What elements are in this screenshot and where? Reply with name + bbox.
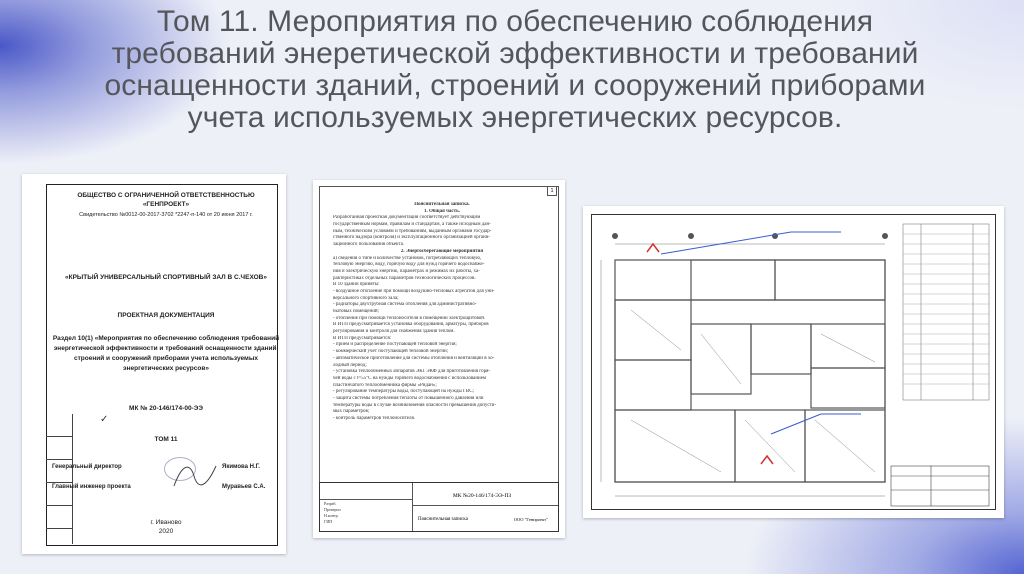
page-number: 1 [547,186,557,196]
note-line: - радиаторы двухтрубная система отопления для административно- [333,302,477,308]
note-text [333,202,551,423]
note-line: - автоматическое приготовление для системы отопления и вентиляции в хо- [333,355,495,361]
org-name: «ГЕНПРОЕКТ» [142,201,190,208]
floor-plan-drawing [583,206,1004,518]
note-line: - защита системы потребления теплоты от повышенного давления или [333,395,484,401]
section-title: Раздел 10(1) «Мероприятия по обеспечению соблюдения требований энергетической эффективности и требований оснащенности зданий, строений и сооружений приборами учета используемых энергетических ресурсов» [52,335,280,372]
explanatory-note-document [313,180,565,538]
note-line: регулирования и контроля для снабжения здания теплом. [333,329,455,335]
note-line: ния и электрическую энергию, параметрах и режимах их работы, ха- [333,268,480,274]
note-line: бытовых помещений; [333,309,379,314]
director-name: Якимова Н.Г. [222,464,260,470]
note-line: мых параметров; [333,409,370,415]
org-type: ОБЩЕСТВО С ОГРАНИЧЕННОЙ ОТВЕТСТВЕННОСТЬЮ [77,192,255,199]
document-code: МК № 20-146/174-00-ЭЭ [129,405,203,412]
note-line: 2. Энергосберегающие мероприятия [400,248,484,254]
note-line: версального спортивного зала; [333,295,399,301]
signature-icon [172,458,218,494]
note-line: рактеристиках отдельных параметров технологических процессов. [333,275,476,281]
engineer-name: Муравьев С.А. [222,484,266,490]
note-line: - коммерческий учет поступающей тепловой энергии; [333,349,449,355]
note-line: 1. Общая часть. [424,208,460,214]
note-line: тепловую энергию, воду, горячую воду для нужд горячего водоснабже- [333,262,485,268]
volume-number: ТОМ 11 [154,436,178,443]
stamp-labels: Разраб. Проверил Н.контр. ГИП [324,501,341,524]
title-block-code: МК №20-146/174-ЭЭ-ПЗ [452,493,512,499]
title-block-org: ООО "Генпроект" [513,517,548,522]
note-line: Разработанная проектная документация соответствует действующим [333,215,481,221]
note-line: температуры воды в случае возникновения опасности превышения допусти- [333,402,497,408]
note-line: - регулирование температуры воды, поступающей на нужды ГВС; [333,389,474,395]
note-line: чей воды с t=55°C на нужды горячего водоснабжения с использованием [333,375,487,381]
note-line: лодный период; [333,362,367,368]
note-line: - установка теплообменных аппаратов ЭК1 ЭКФ для приготовления горя- [333,369,491,375]
engineer-title: Главный инженер проекта [52,484,131,490]
doc-type: ПРОЕКТНАЯ ДОКУМЕНТАЦИЯ [117,312,215,319]
note-line: Пояснительная записка. [414,202,470,207]
page-title: Том 11. Мероприятия по обеспечению соблюдения требований энеретической эффективности и требований оснащенности зданий, строений и сооружений приборами учета используемых энергетических ресурсов. [104,5,926,134]
note-line: - отопление при помощи теплоносителя в помещении электрощитовой. [333,315,486,321]
note-line: ственного надзора (контроля) и эксплуатационного организацией органи- [333,235,491,241]
note-line: ным, техническим условиям и требованиям, выданным органами государ- [333,228,492,234]
note-line: В ИТП предусматривается установка оборудования, арматуры, приборов [333,322,489,328]
note-line: - воздушное отопление при помощи воздушно-тепловых агрегатов для уни- [333,288,495,294]
director-title: Генеральный директор [52,464,122,470]
object-name: «КРЫТЫЙ УНИВЕРСАЛЬНЫЙ СПОРТИВНЫЙ ЗАЛ В С.ЧЕХОВ» [65,274,267,281]
note-line: В ИТП предусматривается: [333,335,392,341]
note-line: - прием и распределение поступающей тепловой энергии; [333,342,457,348]
certificate-text: Свидетельство №0012-00-2017-3702 *2247-п-140 от 20 июня 2017 г. [79,212,253,218]
note-line: - контроль параметров теплоносителя. [333,416,416,421]
checkmark-icon: ✓ [100,414,109,425]
city: г. Иваново [150,519,182,526]
title-block [319,482,559,532]
title-page-document [22,174,286,554]
note-line: В 10 здании приняты: [333,282,380,288]
title-block-sheet-name: Пояснительная записка [418,517,468,522]
note-line: государственным нормам, правилам и стандартам, а также исходным дан- [333,222,491,228]
floor-plan-image [591,214,996,510]
note-line: пластинчатого теплообменника фирмы «Ридан»; [333,382,437,388]
note-line: зационного пользования объекта. [333,242,405,248]
note-line: а) сведения о типе и количестве установок, потребляющих тепловую, [333,255,482,261]
year: 2020 [158,528,174,535]
